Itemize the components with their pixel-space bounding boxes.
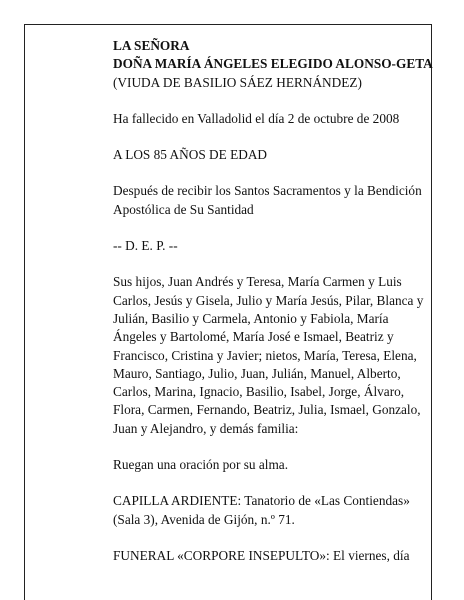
sacraments-line: Después de recibir los Santos Sacramentos y la Bendición Apostólica de Su Santidad <box>113 183 422 217</box>
obituary-header <box>113 37 435 92</box>
rip-line: -- D. E. P. -- <box>113 238 178 254</box>
funeral-info: FUNERAL «CORPORE INSEPULTO»: El viernes, día <box>113 547 410 563</box>
header-line-1: LA SEÑORA <box>113 38 190 53</box>
obituary-text <box>113 37 435 583</box>
death-notice: Ha fallecido en Valladolid el día 2 de octubre de 2008 <box>113 110 400 126</box>
chapel-info: CAPILLA ARDIENTE: Tanatorio de «Las Contiendas» (Sala 3), Avenida de Gijón, n.º 71. <box>113 493 410 527</box>
deceased-name: DOÑA MARÍA ÁNGELES ELEGIDO ALONSO-GETA <box>113 56 433 72</box>
age-line: A LOS 85 AÑOS DE EDAD <box>113 147 268 163</box>
widow-of: (VIUDA DE BASILIO SÁEZ HERNÁNDEZ) <box>113 74 362 90</box>
family-list: Sus hijos, Juan Andrés y Teresa, María Carmen y Luis Carlos, Jesús y Gisela, Julio y María Jesús, Pilar, Blanca y Julián, Basilio y Carmela, Antonio y Fabiola, María Ángeles y Bartolomé, María José e Ismael, Beatriz y Francisco, Cristina y Javier; nietos, María, Teresa, Elena, Mauro, Santiago, Julio, Juan, Julián, Manuel, Alberto, Carlos, Marina, Ignacio, Basilio, Isabel, Jorge, Álvaro, Flora, Carmen, Fernando, Beatriz, Julia, Ismael, Gonzalo, Juan y Alejandro, y demás familia: <box>113 274 424 436</box>
prayer-line: Ruegan una oración por su alma. <box>113 457 289 473</box>
